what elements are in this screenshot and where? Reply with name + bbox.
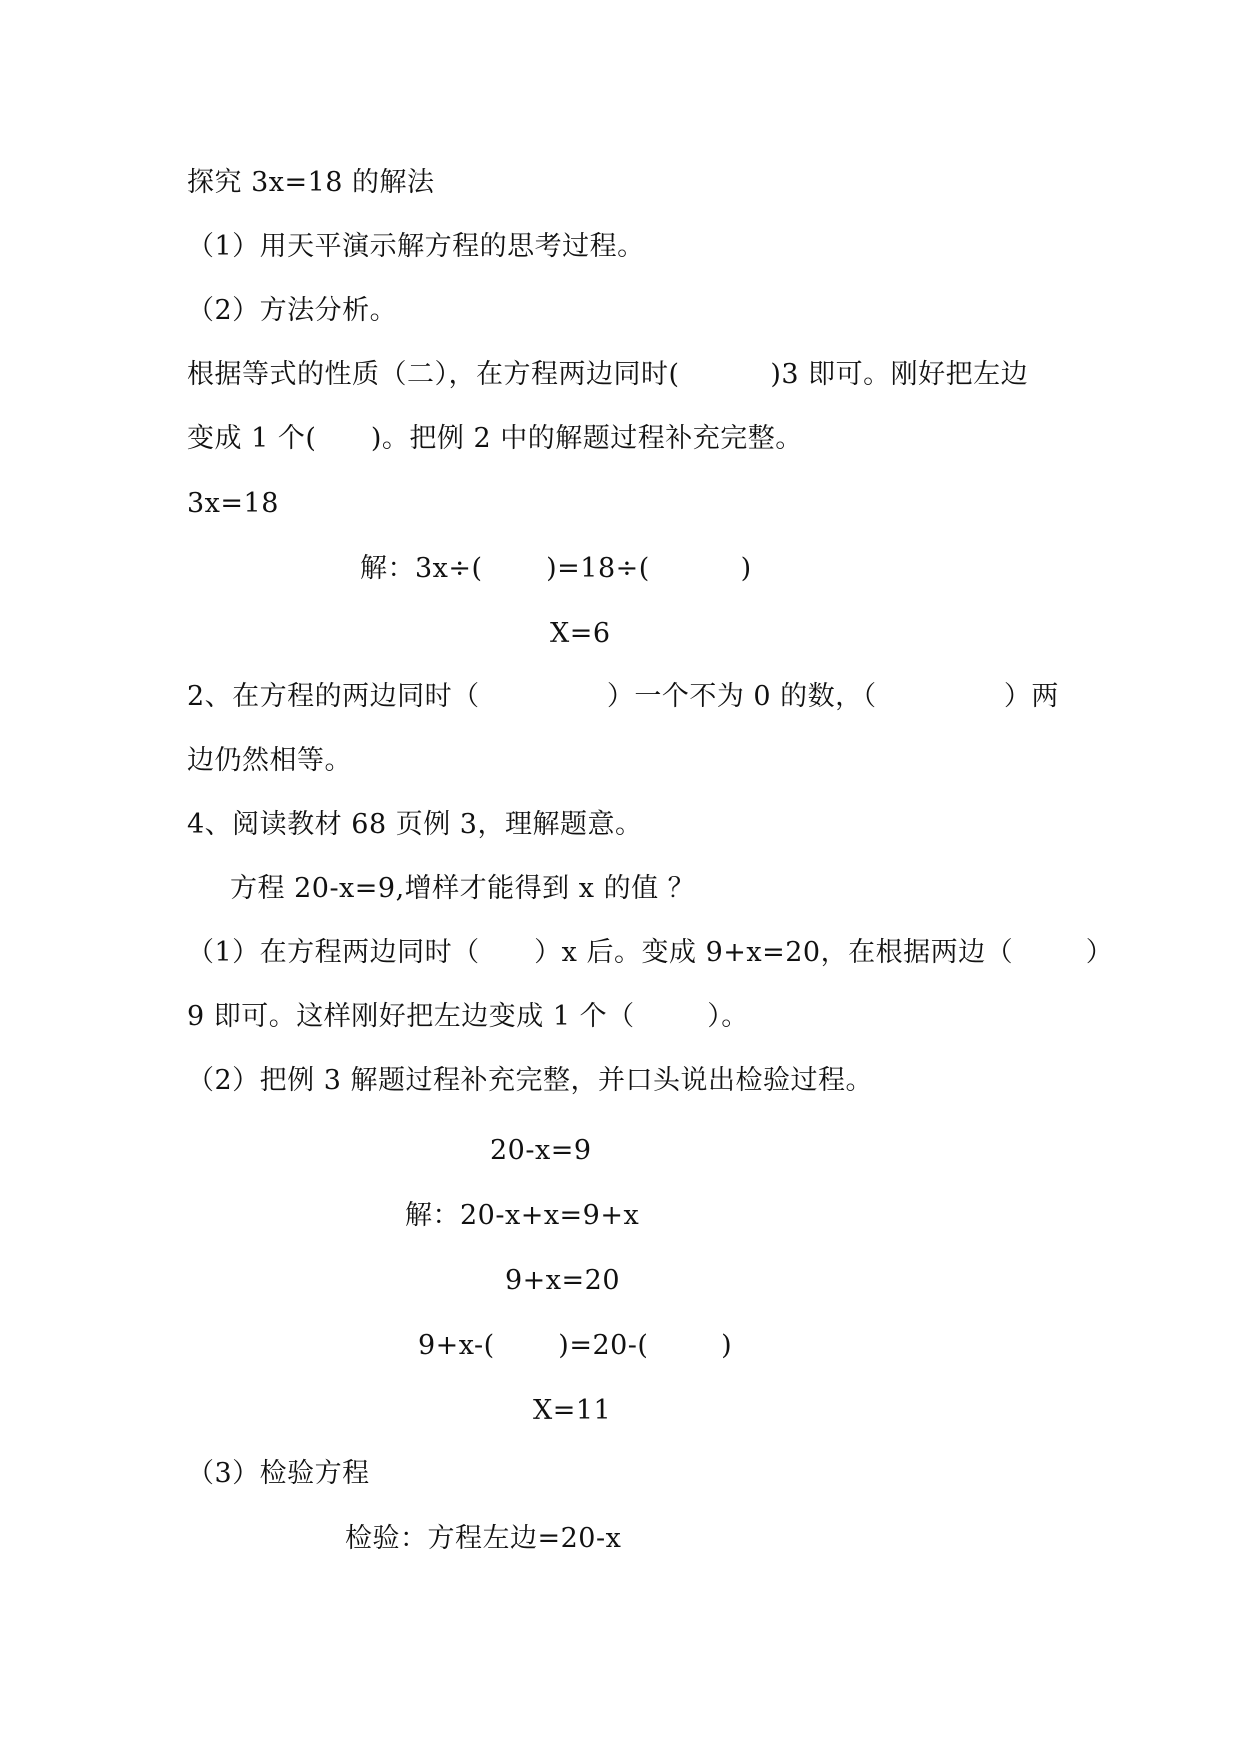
solution-step: 解：20-x+x=9+x: [405, 1200, 640, 1231]
solution-step: 9+x=20: [505, 1265, 621, 1296]
paragraph-line: 4、阅读教材 68 页例 3，理解题意。: [187, 809, 643, 840]
solution-result: X=11: [533, 1395, 612, 1426]
section-title: 探究 3x=18 的解法: [187, 167, 435, 198]
solution-step: 解：3x÷( )=18÷( ): [360, 553, 752, 584]
step-balance-demo: （1）用天平演示解方程的思考过程。: [187, 231, 645, 262]
paragraph-line: 2、在方程的两边同时（ ）一个不为 0 的数，（ ）两: [187, 681, 1059, 712]
paragraph-line: 根据等式的性质（二），在方程两边同时( )3 即可。刚好把左边: [187, 359, 1029, 390]
check-line: 检验：方程左边=20-x: [345, 1523, 622, 1554]
equation: 20-x=9: [490, 1135, 592, 1166]
paragraph-line: 变成 1 个( )。把例 2 中的解题过程补充完整。: [187, 423, 803, 454]
paragraph-line: （2）把例 3 解题过程补充完整，并口头说出检验过程。: [187, 1065, 874, 1096]
equation: 3x=18: [187, 488, 279, 519]
paragraph-line: 边仍然相等。: [187, 745, 352, 776]
question-line: 方程 20-x=9,增样才能得到 x 的值 ？: [230, 873, 696, 904]
step-method-analysis: （2）方法分析。: [187, 295, 398, 326]
step-check-equation: （3）检验方程: [187, 1458, 370, 1489]
solution-result: X=6: [550, 618, 611, 649]
paragraph-line: 9 即可。这样刚好把左边变成 1 个（ ）。: [187, 1001, 749, 1032]
paragraph-line: （1）在方程两边同时（ ）x 后。变成 9+x=20，在根据两边（ ）: [187, 937, 1114, 968]
solution-step: 9+x-( )=20-( ): [418, 1330, 733, 1361]
